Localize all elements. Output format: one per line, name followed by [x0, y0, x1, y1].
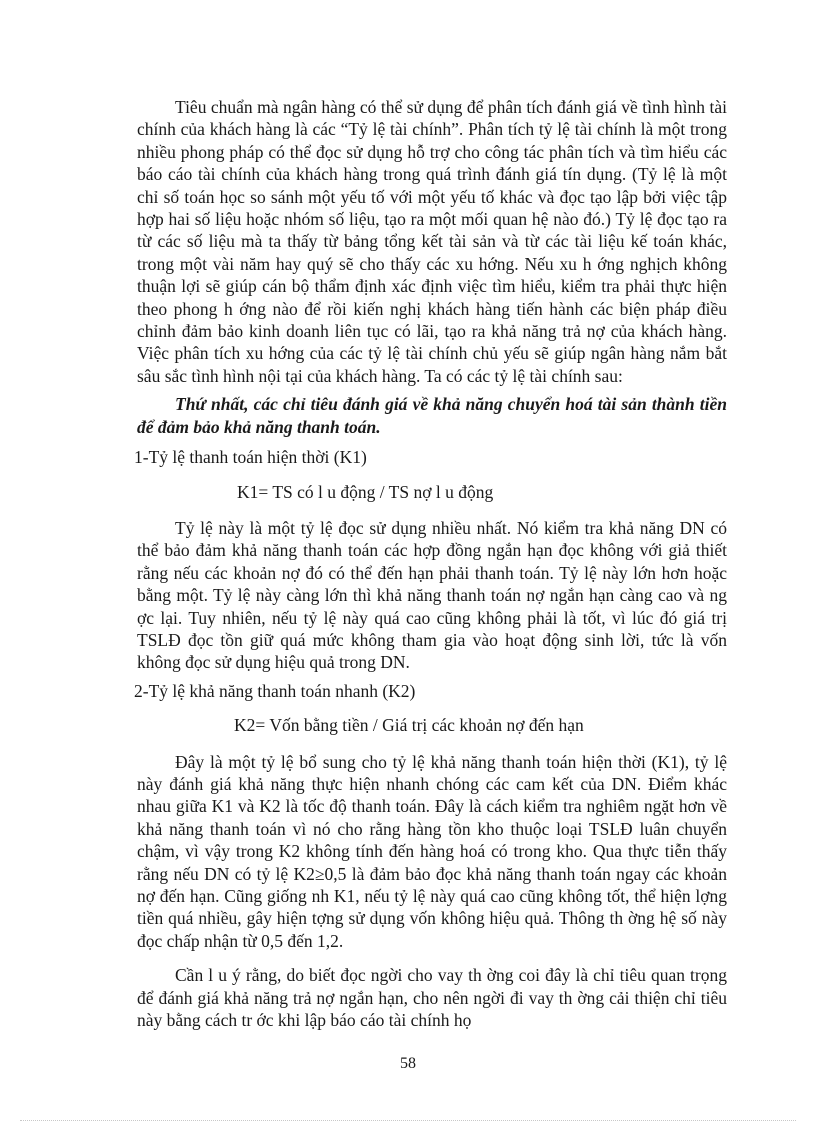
ratio-k1-heading: 1-Tỷ lệ thanh toán hiện thời (K1)	[134, 447, 367, 468]
intro-paragraph: Tiêu chuẩn mà ngân hàng có thể sử dụng để phân tích đánh giá về tình hình tài chính của khách hàng là các “Tỷ lệ tài chính”. Phân tích tỷ lệ tài chính là một trong nhiều phong pháp có thể đọc sử dụng hỗ trợ cho công tác phân tích và tìm hiểu các báo cáo tài chính của khách hàng trong quá trình đánh giá tín dụng. (Tỷ lệ là một chỉ số toán học so sánh một yếu tố với một yếu tố khác và đọc tạo lập bởi việc tập hợp hai số liệu hoặc nhóm số liệu, tạo ra một mối quan hệ nào đó.) Tỷ lệ đọc tạo ra từ các số liệu mà ta thấy từ bảng tổng kết tài sản và từ các tài liệu kế toán khác, trong một vài năm hay quý sẽ cho thấy các xu hớng. Nếu xu h ớng nghịch không thuận lợi sẽ giúp cán bộ thẩm định xác định việc tìm hiểu, kiểm tra phải thực hiện theo phong h ớng nào để rồi kiến nghị khách hàng tiến hành các biện pháp điều chỉnh đảm bảo kinh doanh liên tục có lãi, tạo ra khả năng trả nợ của khách hàng. Việc phân tích xu hớng của các tỷ lệ tài chính chủ yếu sẽ giúp ngân hàng nắm bắt sâu sắc tình hình nội tại của khách hàng. Ta có các tỷ lệ tài chính sau:	[137, 97, 727, 386]
ratio-k2-formula: K2= Vốn bằng tiền / Giá trị các khoản nợ đến hạn	[234, 715, 584, 736]
footer-divider	[20, 1120, 796, 1121]
page-body	[134, 96, 727, 1034]
note-paragraph: Cần l u ý rằng, do biết đọc ngời cho vay th ờng coi đây là chỉ tiêu quan trọng để đánh giá khả năng trả nợ ngắn hạn, cho nên ngời đi vay th ờng cải thiện chỉ tiêu này bằng cách tr ớc khi lập báo cáo tài chính họ	[137, 965, 727, 1031]
ratio-k2-heading: 2-Tỷ lệ khả năng thanh toán nhanh (K2)	[134, 680, 416, 701]
page-number: 58	[400, 1055, 416, 1072]
section-heading-bold-italic: Thứ nhất, các chỉ tiêu đánh giá về khả năng chuyển hoá tài sản thành tiền để đảm bảo khả năng thanh toán.	[137, 394, 727, 437]
ratio-k1-formula: K1= TS có l u động / TS nợ l u động	[237, 481, 494, 502]
ratio-k2-paragraph: Đây là một tỷ lệ bổ sung cho tỷ lệ khả năng thanh toán hiện thời (K1), tỷ lệ này đánh giá khả năng thực hiện nhanh chóng các cam kết của DN. Điểm khác nhau giữa K1 và K2 là tốc độ thanh toán. Đây là cách kiểm tra nghiêm ngặt hơn về khả năng thanh toán vì nó cho rằng hàng tồn kho thuộc loại TSLĐ luân chuyển chậm, vì vậy trong K2 không tính đến hàng hoá có trong kho. Qua thực tiễn thấy rằng nếu DN có tỷ lệ K2≥0,5 là đảm bảo đọc khả năng thanh toán ngay các khoản nợ đến hạn. Cũng giống nh K1, nếu tỷ lệ này quá cao cũng không tốt, thể hiện lợng tiền quá nhiều, gây hiện tợng sử dụng vốn không hiệu quả. Thông th ờng hệ số này đọc chấp nhận từ 0,5 đến 1,2.	[137, 751, 727, 951]
ratio-k1-paragraph: Tỷ lệ này là một tỷ lệ đọc sử dụng nhiều nhất. Nó kiểm tra khả năng DN có thể bảo đảm khả năng thanh toán các hợp đồng ngắn hạn đọc không với giả thiết rằng nếu các khoản nợ đó có thể đến hạn phải thanh toán. Tỷ lệ này lớn hơn hoặc bằng một. Tỷ lệ này càng lớn thì khả năng thanh toán nợ ngắn hạn càng cao và ng ợc lại. Tuy nhiên, nếu tỷ lệ này quá cao cũng không phải là tốt, vì lúc đó giá trị TSLĐ đọc tồn giữ quá mức không tham gia vào hoạt động sinh lời, tức là vốn không đọc sử dụng hiệu quả trong DN.	[137, 517, 727, 673]
